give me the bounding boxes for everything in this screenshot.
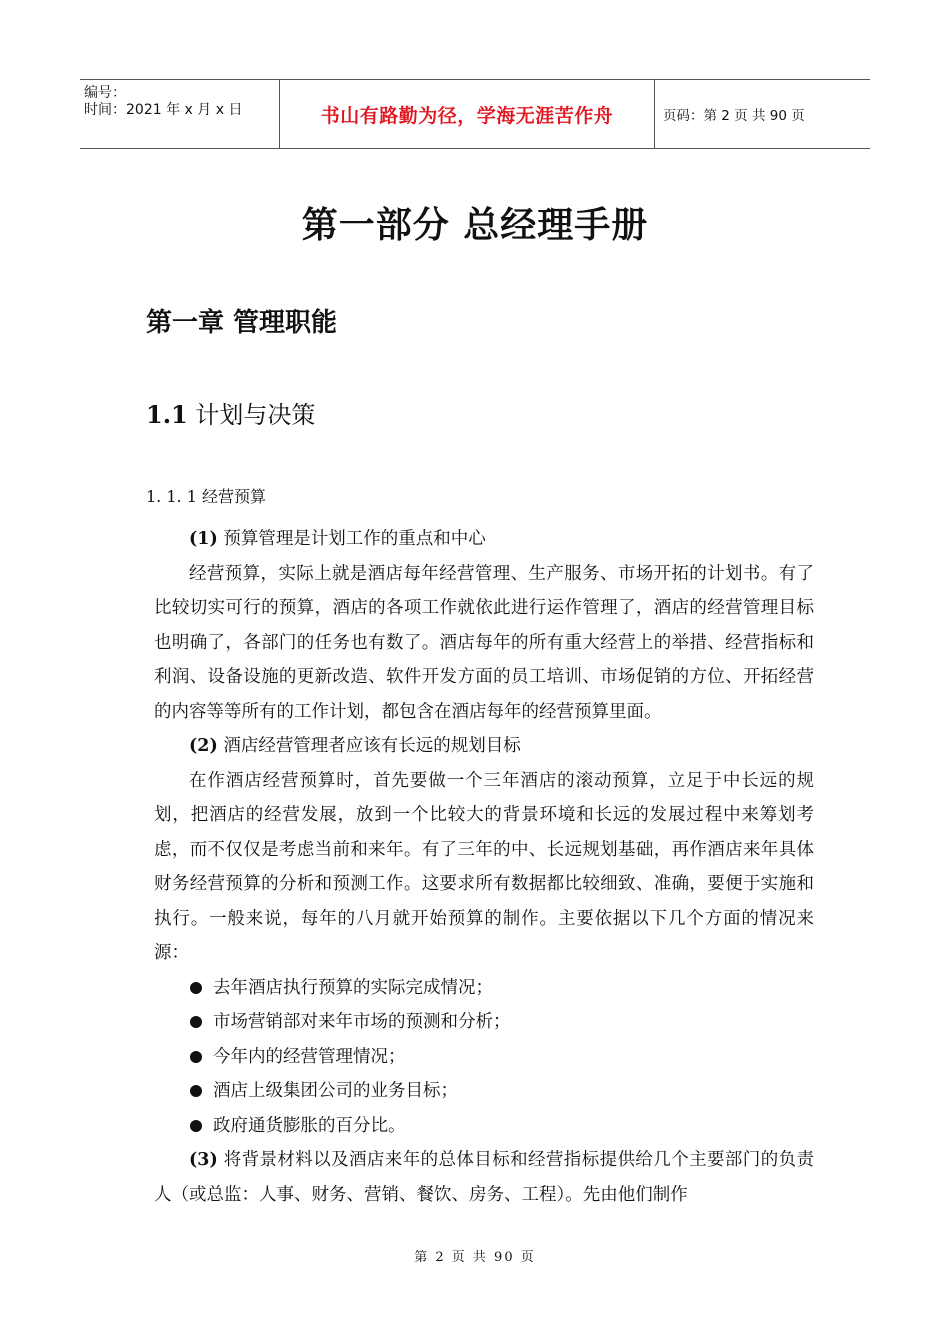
part-title: 第一部分 总经理手册 — [301, 204, 649, 246]
bullet-item — [154, 1005, 814, 1040]
section-text: 计划与决策 — [187, 401, 316, 429]
paragraph-number-2: (2) — [189, 736, 218, 756]
paragraph-heading-2 — [154, 729, 814, 764]
subsection-heading: 1. 1. 1 经营预算 — [146, 487, 266, 506]
paragraph-body-2: 在作酒店经营预算时，首先要做一个三年酒店的滚动预算，立足于中长远的规划，把酒店的经营发展，放到一个比较大的背景环境和长远的发展过程中来筹划考虑，而不仅仅是考虑当前和来年。有了三年的中、长远规划基础，再作酒店来年具体财务经营预算的分析和预测工作。这要求所有数据都比较细致、准确，要便于实施和执行。一般来说，每年的八月就开始预算的制作。主要依据以下几个方面的情况来源： — [154, 770, 814, 963]
paragraph-body-3 — [154, 1143, 814, 1212]
bullet-dot-icon — [190, 1016, 202, 1028]
header-table — [80, 79, 870, 149]
paragraph-number-1: (1) — [189, 529, 218, 549]
chapter-heading: 第一章 管理职能 — [146, 308, 338, 338]
bullet-item — [154, 1074, 814, 1109]
header-meta — [80, 80, 280, 148]
bullet-dot-icon — [190, 982, 202, 994]
header-motto: 书山有路勤为径，学海无涯苦作舟 — [280, 80, 655, 148]
body-text — [154, 522, 814, 1212]
bullet-text: 市场营销部对来年市场的预测和分析； — [213, 1012, 511, 1032]
bullet-dot-icon — [190, 1085, 202, 1097]
document-number-label: 编号： — [84, 85, 126, 101]
bullet-item — [154, 971, 814, 1006]
section-heading — [146, 395, 315, 430]
bullet-text: 酒店上级集团公司的业务目标； — [213, 1081, 458, 1101]
section-number: 1.1 — [146, 400, 188, 429]
bullet-item — [154, 1109, 814, 1144]
paragraph-text-3: 将背景材料以及酒店来年的总体目标和经营指标提供给几个主要部门的负责人（或总监：人事、财务、营销、餐饮、房务、工程）。先由他们制作 — [154, 1150, 814, 1205]
document-time-label: 时间：2021 年 x 月 x 日 — [84, 102, 243, 118]
bullet-text: 政府通货膨胀的百分比。 — [213, 1115, 406, 1136]
header-page-info: 页码：第 2 页 共 90 页 — [663, 108, 805, 124]
bullet-text: 今年内的经营管理情况； — [213, 1046, 406, 1067]
paragraph-title-1: 预算管理是计划工作的重点和中心 — [217, 529, 486, 549]
bullet-dot-icon — [190, 1051, 202, 1063]
bullet-text: 去年酒店执行预算的实际完成情况； — [213, 977, 493, 998]
paragraph-title-2: 酒店经营管理者应该有长远的规划目标 — [217, 736, 521, 756]
bullet-item — [154, 1040, 814, 1075]
bullet-dot-icon — [190, 1120, 202, 1132]
paragraph-number-3: (3) — [189, 1150, 218, 1170]
page-footer: 第 2 页 共 90 页 — [414, 1250, 536, 1265]
paragraph-heading-1 — [154, 522, 814, 557]
paragraph-body-1: 经营预算，实际上就是酒店每年经营管理、生产服务、市场开拓的计划书。有了比较切实可行的预算，酒店的各项工作就依此进行运作管理了，酒店的经营管理目标也明确了，各部门的任务也有数了。酒店每年的所有重大经营上的举措、经营指标和利润、设备设施的更新改造、软件开发方面的员工培训、市场促销的方位、开拓经营的内容等等所有的工作计划，都包含在酒店每年的经营预算里面。 — [154, 563, 814, 722]
